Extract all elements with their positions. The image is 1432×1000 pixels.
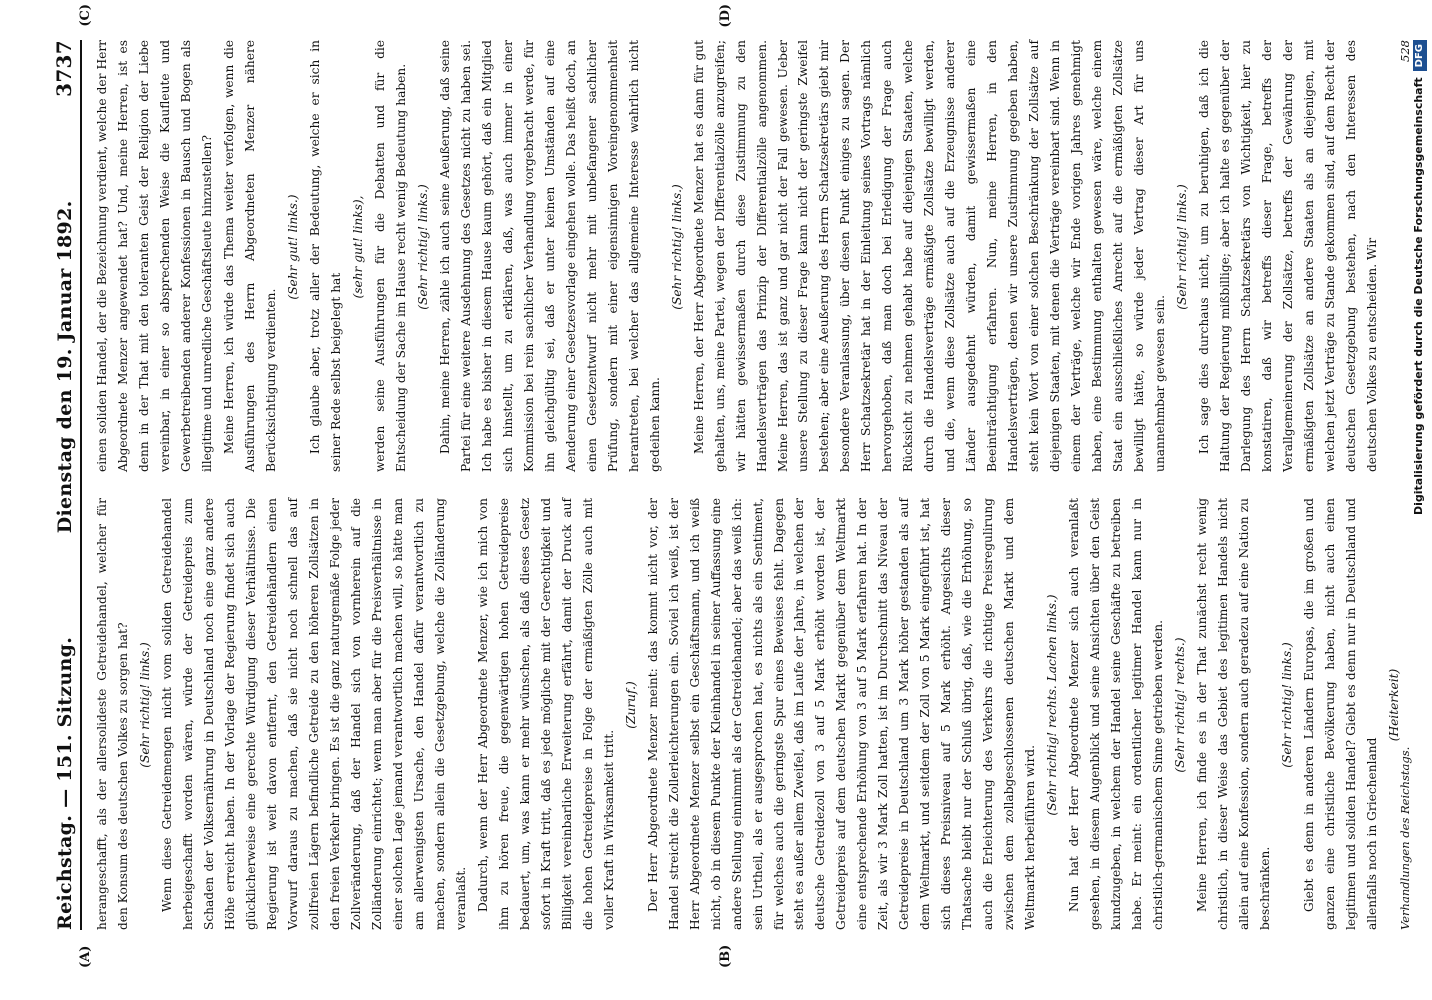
digitization-credit bbox=[1408, 40, 1430, 980]
paragraph: Meine Herren, ich würde das Thema weiter verfolgen, wenn die Ausführungen des Herrn Abgeordneten Menzer nähere Berücksichtigung verdienten. bbox=[221, 40, 278, 472]
header-left: Reichstag. — 151. Sitzung. bbox=[54, 636, 76, 930]
margin-marker-b: (B) bbox=[718, 944, 733, 968]
right-column bbox=[92, 40, 1380, 472]
interjection: (Sehr richtig! links.) bbox=[415, 184, 430, 310]
footer-source: Verhandlungen des Reichstags. bbox=[1398, 746, 1412, 930]
paragraph: Meine Herren, ich finde es in der That zunächst recht wenig christlich, in dieser Weise das Gebiet des legitimen Handels nicht allein auf eine Konfession, sondern auch geradezu auf eine Nation zu beschränken. bbox=[1195, 498, 1273, 930]
paragraph: Wenn diese Getreidemengen nicht vom soliden Getreidehandel herbeigeschafft worden wären, würde der Getreidepreis zum Schaden der Volksernährung in Deutschland noch eine ganz andere Höhe erreicht haben. In der Vorlage der Regierung findet sich auch glücklicherweise eine gerechte Würdigung dieser Verhältnisse. Die Regierung ist weit davon entfernt, den Getreidehändlern einen Vorwurf daraus zu machen, daß sie nicht noch schnell das auf zollfreien Lägern befindliche Getreide zu den höheren Zollsätzen in den freien Verkehr bringen. Es ist die ganz naturgemäße Folge jeder Zollveränderung, daß der Handel sich von vornherein auf die Zolländerung einrichtet; wenn man aber für die Preisverhältnisse in einer solchen Lage jemand verantwortlich machen will, so hätte man am allerwenigsten Ursache, den Handel dafür verantwortlich zu machen, sondern allein die Gesetzgebung, welche die Zolländerung veranlaßt. bbox=[159, 498, 468, 930]
interjection: (Sehr richtig! rechts. Lachen links.) bbox=[1045, 594, 1060, 816]
paragraph: einen soliden Handel, der die Bezeichnung verdient, welche der Herr Abgeordnete Menzer angewendet hat? Und, meine Herren, ist es denn in der That mit den toleranten Geist der Religion der Liebe vereinbar, in einer so absprechenden Weise die Kaufleute und Gewerbetreibenden anderer Konfessionen in Bausch und Bogen als illegitime und unredliche Geschäftsleute hinzustellen? bbox=[95, 40, 214, 472]
margin-marker-a: (A) bbox=[78, 945, 93, 968]
header-date: Dienstag den 19. Januar 1892. bbox=[54, 200, 76, 534]
interjection: (Zuruf.) bbox=[623, 681, 638, 729]
credit-text: Digitalisierung gefördert durch die Deutsche Forschungsgemeinschaft bbox=[1412, 77, 1425, 516]
interjection: (Sehr gut! links.) bbox=[285, 194, 300, 300]
interjection: (Sehr richtig! links.) bbox=[1175, 184, 1190, 310]
interjection: (Sehr richtig! links.) bbox=[669, 184, 684, 310]
left-column bbox=[92, 498, 1402, 930]
margin-marker-c: (C) bbox=[78, 4, 93, 27]
dfg-logo: DFG bbox=[1413, 40, 1427, 71]
interjection: (Sehr richtig! links.) bbox=[1280, 642, 1295, 768]
credit-text-line bbox=[1408, 40, 1430, 980]
paragraph: Nun hat der Herr Abgeordnete Menzer sich auch veranlaßt gesehen, in diesem Augenblick und seine Ansichten über den Geist kundzugeben, in welchem der Handel seine Geschäfte zu betreiben habe. Er meint: ein ordentlicher legitimer Handel kann nur in christlich-germanischem Sinne getrieben werden. bbox=[1067, 498, 1166, 930]
interjection: (Heiterkeit) bbox=[1387, 668, 1402, 742]
paragraph: Ich glaube aber, trotz aller der Bedeutung, welche er sich in seiner Rede selbst beigelegt hat bbox=[307, 40, 343, 472]
paragraph: Der Herr Abgeordnete Menzer meint: das kommt nicht vor, der Handel streicht die Zollerleichterungen ein. Soviel ich weiß, ist der Herr Abgeordnete Menzer selbst ein Geschäftsmann, und ich weiß nicht, ob in diesem Punkte der Kleinhandel in seiner Auffassung eine andere Stellung einnimmt als der Getreidehandel; aber das weiß ich: sein Urtheil, als er ausgesprochen hat, es nichts als ein Sentiment, für welches auch die geringste Spur eines Beweises fehlt. Dagegen steht es außer allem Zweifel, daß im Laufe der Jahre, in welchen der deutsche Getreidezoll von 3 auf 5 Mark erhöht worden ist, der Getreidepreis auf dem deutschen Markt gegenüber dem Weltmarkt eine entsprechende Erhöhung von 3 auf 5 Mark erfahren hat. In der Zeit, als wir 3 Mark Zoll hatten, ist im Durchschnitt das Niveau der Getreidepreise in Deutschland um 3 Mark höher gestanden als auf dem Weltmarkt, und seitdem der Zoll von 5 Mark eingeführt ist, hat sich dieses Preisniveau auf 5 Mark erhöht. Angesichts dieser Thatsache bleibt nur der Schluß übrig, daß, wie die Erhöhung, so auch die Erleichterung des Verkehrs die richtige Preisregulirung zwischen dem zollabgeschlossenen deutschen Markt und dem Weltmarkt herbeiführen wird. bbox=[645, 498, 1038, 930]
margin-marker-d: (D) bbox=[718, 4, 733, 28]
interjection: (sehr gut! links), bbox=[350, 195, 365, 299]
paragraph: werden seine Ausführungen für die Debatten und für die Entscheidung der Sache im Hause recht wenig Bedeutung haben. bbox=[372, 40, 408, 472]
paragraph: Dadurch, wenn der Herr Abgeordnete Menzer, wie ich mich von ihm zu hören freue, die gegenwärtigen hohen Getreidepreise bedauert, um, was kann er mehr wünschen, als daß dieses Gesetz sofort in Kraft tritt, daß es jede mögliche mit der Gerechtigkeit und Billigkeit vereinbarliche Erweiterung erfährt, damit der Druck auf die hohen Getreidepreise in Folge der ermäßigten Zölle auch mit voller Kraft in Wirksamkeit tritt. bbox=[475, 498, 616, 930]
document-page bbox=[18, 0, 1418, 1000]
interjection: (Sehr richtig! links.) bbox=[137, 642, 152, 768]
interjection: (Sehr richtig! rechts.) bbox=[1173, 637, 1188, 773]
page-header bbox=[52, 40, 82, 930]
paragraph: Ich sage dies durchaus nicht, um zu beruhigen, daß ich die Haltung der Regierung mißbillige; aber ich halte es gegenüber der Darlegung des Herrn Schatzsekretärs von Wichtigkeit, hier zu konstatiren, daß wir betreffs dieser Frage, betreffs der Verallgemeinerung der Zollsätze, betreffs der Gewährung der ermäßigten Zollsätze an andere Staaten als an diejenigen, mit welchen jetzt Verträge zu Stande gekommen sind, auf dem Recht der deutschen Gesetzgebung bestehen, nach den Interessen des deutschen Volkes zu entscheiden. Wir bbox=[1197, 40, 1380, 472]
paragraph: herangeschafft, als der allersolideste Getreidehandel, welcher für den Konsum des deutschen Volkes zu sorgen hat? bbox=[95, 498, 130, 930]
paragraph: Meine Herren, der Herr Abgeordnete Menzer hat es dann für gut gehalten, uns, meine Partei, wegen der Differentialzölle anzugreifen; wir hätten gewissermaßen durch diese Zustimmung zu den Handelsverträgen das Prinzip der Differentialzölle angenommen. Meine Herren, das ist ganz und gar nicht der Fall gewesen. Ueber unsere Stellung zu dieser Frage kann nicht der geringste Zweifel bestehen; aber eine Aeußerung des Herrn Schatzsekretärs giebt mir besondere Veranlassung, über diesen Punkt einiges zu sagen. Der Herr Schatzsekretär hat in der Einleitung seines Vortrags nämlich hervorgehoben, daß man doch bei Erledigung der Frage auch Rücksicht zu nehmen gehabt habe auf diejenigen Staaten, welche durch die Handelsverträge ermäßigte Zollsätze bewilligt werden, und die, wenn diese Zollsätze auch auf die Erzeugnisse anderer Länder ausgedehnt würden, damit gewissermaßen eine Beeinträchtigung erfahren. Nun, meine Herren, in den Handelsverträgen, denen wir unsere Zustimmung gegeben haben, steht kein Wort von einer solchen Beschränkung der Zollsätze auf diejenigen Staaten, mit denen die Verträge vereinbart sind. Wenn in einem der Verträge, welche wir Ende vorigen Jahres genehmigt haben, eine Bestimmung enthalten gewesen wäre, welche einem Staat ein ausschließliches Anrecht auf die ermäßigten Zollsätze bewilligt hätte, so würde jeder Vertrag dieser Art für uns unannehmbar gewesen sein. bbox=[691, 40, 1168, 472]
header-page-number: 3737 bbox=[52, 40, 76, 97]
footer-sheet-number: 528 bbox=[1398, 40, 1412, 62]
paragraph: Dahin, meine Herren, zähle ich auch seine Aeußerung, daß seine Partei für eine weitere Ausdehnung des Gesetzes nicht zu haben sei. Ich habe es bisher in diesem Hause kaum gehört, daß ein Mitglied sich hinstellt, um zu erklären, daß, was auch immer in einer Kommission bei rein sachlicher Verhandlung vorgebracht werde, für ihn gleichgültig sei, daß er unter keinen Umständen auf eine Aenderung einer Gesetzesvorlage eingehen wolle. Das heißt doch, an einen Gesetzentwurf nicht mehr mit unbefangener sachlicher Prüfung, sondern mit einer eigensinnigen Voreingenommenheit herantreten, bei welcher das allgemeine Interesse wahrlich nicht gedeihen kann. bbox=[437, 40, 662, 472]
text-columns bbox=[92, 40, 1402, 930]
paragraph: Giebt es denn in anderen Ländern Europas, die im großen und ganzen eine christliche Bevölkerung haben, nicht auch einen legitimen und soliden Handel? Giebt es denn nur in Deutschland und allenfalls noch in Griechenland bbox=[1302, 498, 1380, 930]
